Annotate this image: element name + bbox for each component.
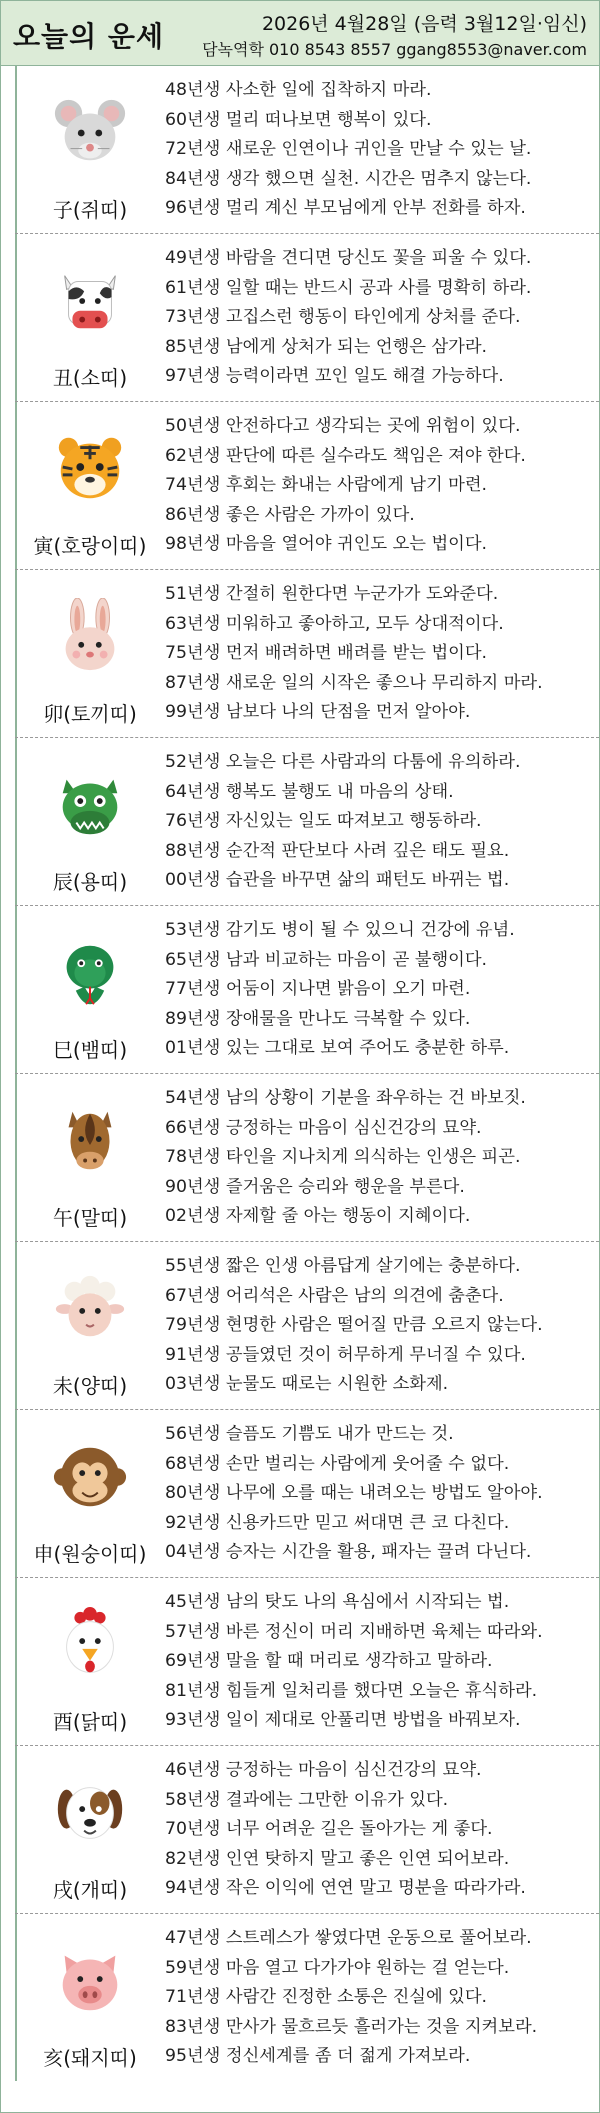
fortune-line: 91년생 공들였던 것이 허무하게 무너질 수 있다. [165,1344,526,1365]
fortune-line: 70년생 너무 어려운 길은 돌아가는 게 좋다. [165,1819,493,1839]
zodiac-animal [15,738,165,905]
zodiac-animal [15,570,165,737]
monkey-icon [51,1438,129,1516]
fortune-line: 71년생 사람간 진정한 소통은 진실에 있다. [165,1987,488,2007]
fortune-line: 97년생 능력이라면 꼬인 일도 해결 가능하다. [165,366,504,386]
zodiac-animal [15,906,165,1073]
zodiac-row [15,1578,599,1746]
horse-icon [51,1102,129,1180]
fortune-line: 98년생 마음을 열어야 귀인도 오는 법이다. [165,534,488,554]
fortune-line: 01년생 있는 그대로 보여 주어도 충분한 하루. [165,1038,510,1058]
fortune-line: 46년생 긍정하는 마음이 심신건강의 묘약. [165,1760,482,1780]
fortune-line: 82년생 인연 탓하지 말고 좋은 인연 되어보라. [165,1848,510,1869]
zodiac-label: 丑(소띠) [52,366,128,390]
zodiac-label: 未(양띠) [52,1374,128,1398]
fortune-lines [165,234,531,401]
fortune-line: 50년생 안전하다고 생각되는 곳에 위험이 있다. [165,416,521,436]
fortune-line: 88년생 순간적 판단보다 사려 깊은 태도 필요. [165,840,510,861]
zodiac-animal [15,402,165,569]
zodiac-animal [15,1914,165,2081]
zodiac-animal [15,1410,165,1577]
fortune-line: 04년생 승자는 시간을 활용, 패자는 끌려 다닌다. [165,1542,532,1562]
fortune-line: 60년생 멀리 떠나보면 행복이 있다. [165,109,432,130]
fortune-line: 69년생 말을 할 때 머리로 생각하고 말하라. [165,1651,493,1671]
zodiac-row [15,1914,599,2081]
zodiac-row [15,66,599,234]
fortune-line: 49년생 바람을 견디면 당신도 꽃을 피울 수 있다. [165,248,532,268]
fortune-line: 81년생 힘들게 일처리를 했다면 오늘은 휴식하라. [165,1680,538,1701]
fortune-line: 67년생 어리석은 사람은 남의 의견에 춤춘다. [165,1285,504,1306]
zodiac-label: 午(말띠) [52,1206,128,1230]
fortune-lines [165,1074,526,1241]
fortune-line: 59년생 마음 열고 다가가야 원하는 걸 얻는다. [165,1957,510,1978]
zodiac-animal [15,234,165,401]
fortune-lines [165,1746,526,1913]
fortune-line: 56년생 슬픔도 기쁨도 내가 만드는 것. [165,1424,454,1444]
fortune-line: 54년생 남의 상황이 기분을 좌우하는 건 바보짓. [165,1088,526,1108]
fortune-line: 52년생 오늘은 다른 사람과의 다툼에 유의하라. [165,752,521,772]
fortune-line: 87년생 새로운 일의 시작은 좋으나 무리하지 마라. [165,672,543,693]
fortune-line: 58년생 결과에는 그만한 이유가 있다. [165,1789,449,1810]
pig-icon [51,1942,129,2020]
zodiac-animal [15,1578,165,1745]
fortune-lines [165,1578,543,1745]
dog-icon [51,1774,129,1852]
fortune-line: 73년생 고집스런 행동이 타인에게 상처를 준다. [165,307,521,327]
fortune-line: 57년생 바른 정신이 머리 지배하면 육체는 따라와. [165,1621,543,1642]
fortune-lines [165,402,526,569]
fortune-line: 77년생 어둠이 지나면 밝음이 오기 마련. [165,979,471,999]
rooster-icon [51,1606,129,1684]
zodiac-row [15,402,599,570]
fortune-line: 02년생 자제할 줄 아는 행동이 지혜이다. [165,1206,471,1226]
fortune-lines [165,906,515,1073]
fortune-line: 64년생 행복도 불행도 내 마음의 상태. [165,781,454,802]
zodiac-row [15,570,599,738]
sheep-icon [51,1270,129,1348]
zodiac-label: 申(원숭이띠) [33,1542,147,1566]
fortune-line: 95년생 정신세계를 좀 더 젊게 가져보라. [165,2046,471,2066]
zodiac-row [15,906,599,1074]
zodiac-label: 亥(돼지띠) [43,2046,137,2070]
zodiac-animal [15,1746,165,1913]
tiger-icon [51,430,129,508]
fortune-line: 90년생 즐거움은 승리와 행운을 부른다. [165,1176,465,1197]
zodiac-label: 卯(토끼띠) [43,702,137,726]
fortune-line: 00년생 습관을 바꾸면 삶의 패턴도 바뀌는 법. [165,870,510,890]
fortune-line: 45년생 남의 탓도 나의 욕심에서 시작되는 법. [165,1592,510,1612]
fortune-line: 61년생 일할 때는 반드시 공과 사를 명확히 하라. [165,277,532,298]
fortune-line: 84년생 생각 했으면 실천. 시간은 멈추지 않는다. [165,168,532,189]
fortune-lines [165,738,520,905]
fortune-line: 68년생 손만 벌리는 사람에게 웃어줄 수 없다. [165,1453,510,1474]
fortune-line: 94년생 작은 이익에 연연 말고 명분을 따라가라. [165,1878,526,1898]
zodiac-label: 辰(용띠) [52,870,128,894]
fortune-line: 92년생 신용카드만 믿고 써대면 큰 코 다친다. [165,1512,510,1533]
fortune-line: 93년생 일이 제대로 안풀리면 방법을 바꿔보자. [165,1710,521,1730]
fortune-lines [165,570,543,737]
zodiac-row [15,738,599,906]
zodiac-label: 戌(개띠) [52,1878,128,1902]
zodiac-label: 酉(닭띠) [52,1710,128,1734]
zodiac-list [1,66,599,2081]
zodiac-row [15,1410,599,1578]
fortune-line: 83년생 만사가 물흐르듯 흘러가는 것을 지켜보라. [165,2016,538,2037]
fortune-lines [165,66,531,233]
fortune-line: 03년생 눈물도 때로는 시원한 소화제. [165,1374,449,1394]
fortune-line: 89년생 장애물을 만나도 극복할 수 있다. [165,1008,471,1029]
zodiac-animal [15,1242,165,1409]
fortune-line: 96년생 멀리 계신 부모님에게 안부 전화를 하자. [165,198,526,218]
dragon-icon [51,766,129,844]
fortune-line: 53년생 감기도 병이 될 수 있으니 건강에 유념. [165,920,515,940]
fortune-line: 80년생 나무에 오를 때는 내려오는 방법도 알아야. [165,1483,543,1503]
rat-icon [51,94,129,172]
fortune-line: 47년생 스트레스가 쌓였다면 운동으로 풀어보라. [165,1928,532,1948]
fortune-line: 76년생 자신있는 일도 따져보고 행동하라. [165,811,482,831]
snake-icon [51,934,129,1012]
rabbit-icon [51,598,129,676]
page-title: 오늘의 운세 [13,20,164,53]
fortune-line: 99년생 남보다 나의 단점을 먼저 알아야. [165,702,471,722]
fortune-line: 79년생 현명한 사람은 떨어질 만큼 오르지 않는다. [165,1315,543,1335]
fortune-line: 55년생 짧은 인생 아름답게 살기에는 충분하다. [165,1256,521,1276]
fortune-line: 78년생 타인을 지나치게 의식하는 인생은 피곤. [165,1147,521,1167]
zodiac-animal [15,1074,165,1241]
zodiac-label: 子(쥐띠) [52,198,128,222]
fortune-line: 65년생 남과 비교하는 마음이 곧 불행이다. [165,949,488,970]
fortune-line: 86년생 좋은 사람은 가까이 있다. [165,504,415,525]
header [1,1,599,66]
fortune-line: 74년생 후회는 화내는 사람에게 남기 마련. [165,475,488,495]
fortune-line: 66년생 긍정하는 마음이 심신건강의 묘약. [165,1117,482,1138]
zodiac-label: 寅(호랑이띠) [33,534,147,558]
zodiac-row [15,1746,599,1914]
zodiac-label: 巳(뱀띠) [52,1038,128,1062]
zodiac-row [15,1074,599,1242]
fortune-lines [165,1914,537,2081]
date-line: 2026년 4월28일 (음력 3월12일·임신) [261,13,587,35]
fortune-line: 63년생 미워하고 좋아하고, 모두 상대적이다. [165,613,504,634]
zodiac-animal [15,66,165,233]
fortune-line: 51년생 간절히 원한다면 누군가가 도와준다. [165,584,499,604]
zodiac-row [15,234,599,402]
fortune-lines [165,1242,543,1409]
fortune-line: 62년생 판단에 따른 실수라도 책임은 져야 한다. [165,445,526,466]
zodiac-row [15,1242,599,1410]
fortune-line: 72년생 새로운 인연이나 귀인을 만날 수 있는 날. [165,139,532,159]
fortune-lines [165,1410,543,1577]
contact-line: 담녹역학 010 8543 8557 ggang8553@naver.com [202,40,587,59]
fortune-line: 75년생 먼저 배려하면 배려를 받는 법이다. [165,643,488,663]
ox-icon [51,262,129,340]
fortune-line: 48년생 사소한 일에 집착하지 마라. [165,80,432,100]
fortune-line: 85년생 남에게 상처가 되는 언행은 삼가라. [165,336,488,357]
